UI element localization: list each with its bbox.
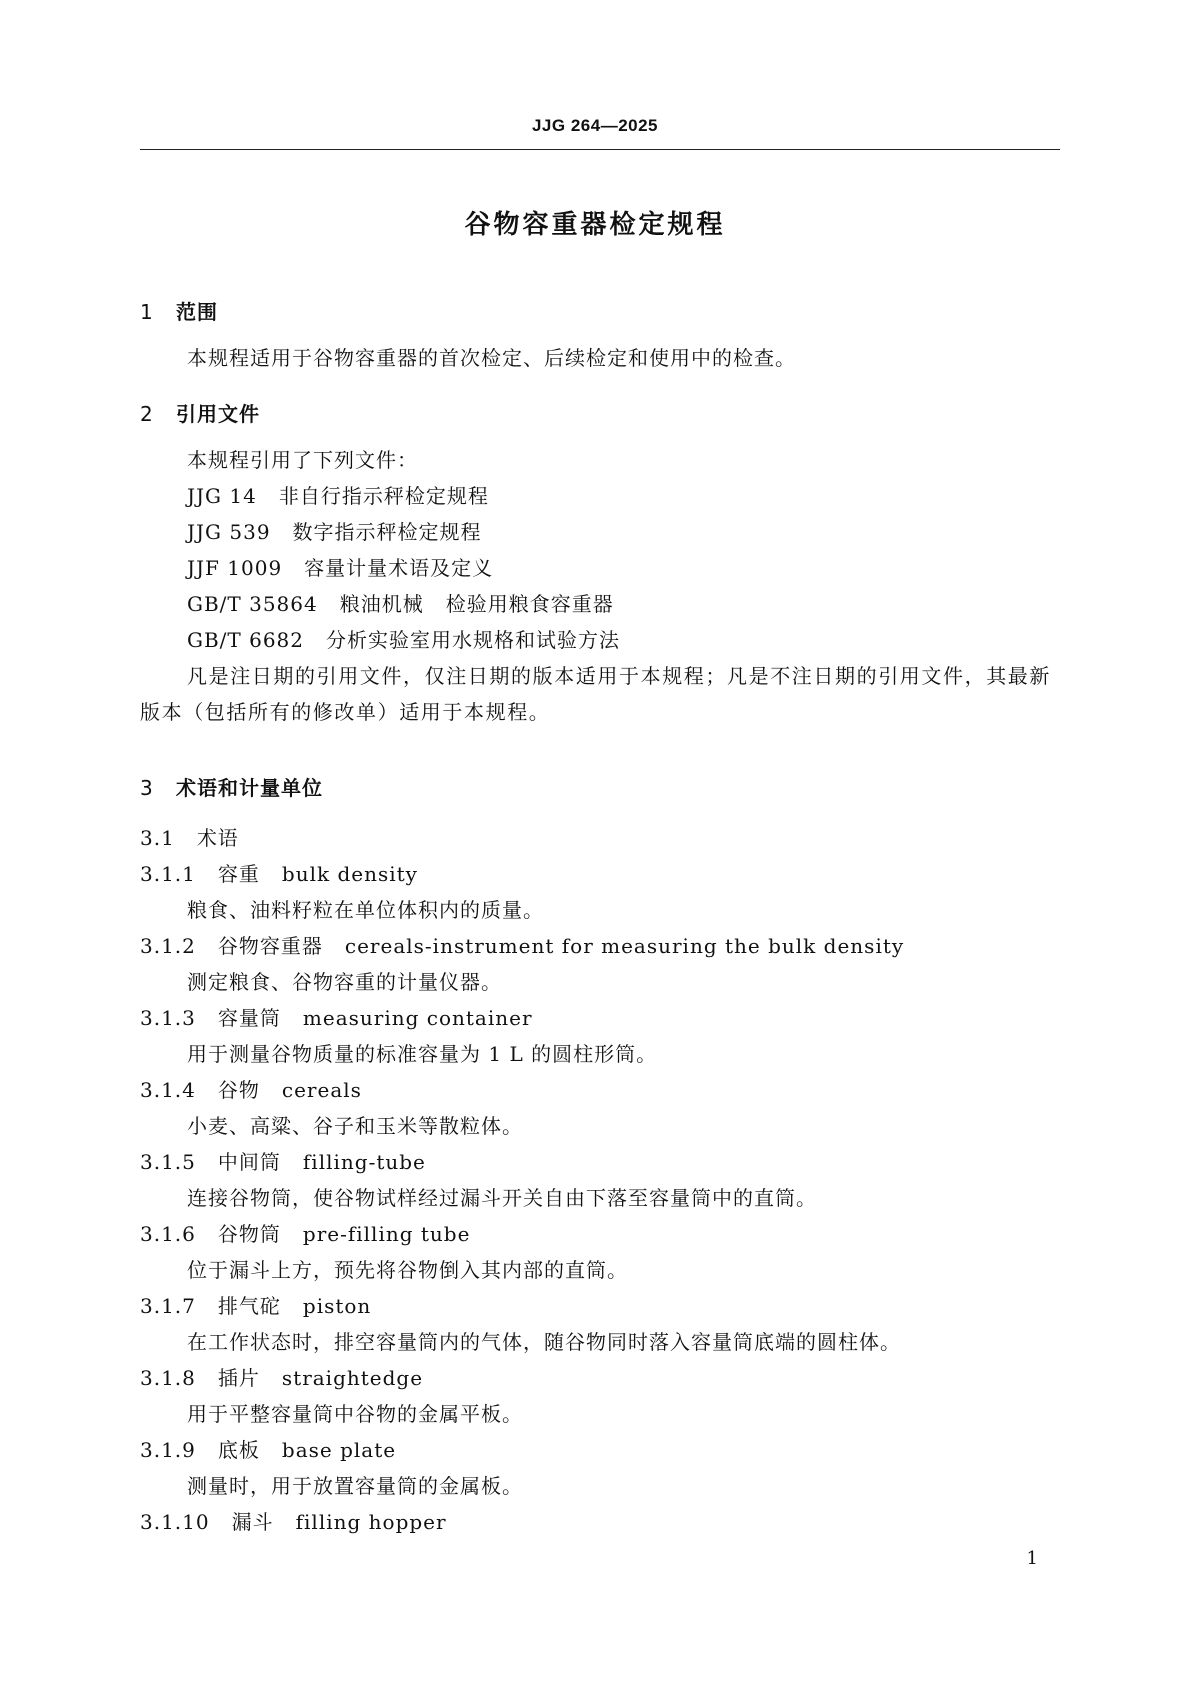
term-zh: 中间筒 [217, 1150, 281, 1174]
section-title: 范围 [176, 300, 218, 324]
section-heading-2 [140, 398, 260, 427]
reference-note: 凡是注日期的引用文件，仅注日期的版本适用于本规程；凡是不注日期的引用文件，其最新版本（包括所有的修改单）适用于本规程。 [140, 664, 1051, 724]
term-number: 3.1.1 [140, 862, 196, 886]
term-definition: 连接谷物筒，使谷物试样经过漏斗开关自由下落至容量筒中的直筒。 [187, 1186, 817, 1210]
term-number: 3.1.10 [140, 1510, 210, 1534]
term-number: 3.1.2 [140, 934, 196, 958]
reference-item [187, 514, 482, 550]
term-zh: 排气砣 [217, 1294, 281, 1318]
term-zh: 谷物筒 [217, 1222, 281, 1246]
term-number: 3.1.7 [140, 1294, 196, 1318]
term-zh: 容重 [217, 862, 260, 886]
term-zh: 漏斗 [231, 1510, 274, 1534]
term-heading [140, 1288, 371, 1324]
section-number: 3 [140, 776, 154, 800]
term-heading [140, 1432, 396, 1468]
term-definition: 用于测量谷物质量的标准容量为 1 L 的圆柱形筒。 [187, 1042, 658, 1066]
header-divider [140, 149, 1060, 150]
term-definition: 小麦、高粱、谷子和玉米等散粒体。 [187, 1114, 523, 1138]
term-en: filling-tube [302, 1150, 426, 1174]
reference-item [187, 622, 620, 658]
term-en: measuring container [302, 1006, 533, 1030]
reference-title: 分析实验室用水规格和试验方法 [326, 628, 621, 652]
reference-title: 数字指示秤检定规程 [292, 520, 482, 544]
document-title: 谷物容重器检定规程 [464, 210, 726, 240]
reference-title: 容量计量术语及定义 [304, 556, 494, 580]
subsection-title: 术语 [196, 826, 239, 850]
term-en: base plate [281, 1438, 397, 1462]
section-title: 引用文件 [176, 402, 260, 426]
reference-item [187, 478, 489, 514]
term-en: cereals [281, 1078, 362, 1102]
term-zh: 容量筒 [217, 1006, 281, 1030]
term-zh: 谷物 [217, 1078, 260, 1102]
term-heading [140, 1072, 362, 1108]
section-number: 2 [140, 402, 154, 426]
subsection-heading [140, 820, 239, 856]
term-heading [140, 1216, 470, 1252]
term-en: straightedge [281, 1366, 424, 1390]
term-heading [140, 928, 904, 964]
page-number: 1 [1026, 1548, 1038, 1569]
term-heading [140, 1000, 533, 1036]
subsection-number: 3.1 [140, 826, 175, 850]
term-en: cereals-instrument for measuring the bulk density [344, 934, 905, 958]
term-definition: 在工作状态时，排空容量筒内的气体，随谷物同时落入容量筒底端的圆柱体。 [187, 1330, 901, 1354]
term-en: pre-filling tube [302, 1222, 471, 1246]
section-title: 术语和计量单位 [176, 776, 323, 800]
section-heading-1 [140, 296, 218, 325]
section-number: 1 [140, 300, 154, 324]
term-number: 3.1.8 [140, 1366, 196, 1390]
reference-code: JJG 539 [187, 520, 271, 544]
term-heading [140, 1504, 447, 1540]
term-en: piston [302, 1294, 372, 1318]
term-heading [140, 1144, 426, 1180]
term-heading [140, 856, 418, 892]
term-en: bulk density [281, 862, 418, 886]
reference-title: 粮油机械 [339, 592, 424, 616]
term-definition: 测量时，用于放置容量筒的金属板。 [187, 1474, 523, 1498]
term-number: 3.1.3 [140, 1006, 196, 1030]
references-intro: 本规程引用了下列文件： [187, 448, 418, 472]
reference-code: JJF 1009 [187, 556, 283, 580]
term-zh: 底板 [217, 1438, 260, 1462]
term-number: 3.1.6 [140, 1222, 196, 1246]
reference-title-part2: 检验用粮食容重器 [445, 592, 614, 616]
term-zh: 插片 [217, 1366, 260, 1390]
reference-code: GB/T 6682 [187, 628, 305, 652]
reference-title: 非自行指示秤检定规程 [278, 484, 489, 508]
reference-item [187, 550, 493, 586]
scope-paragraph: 本规程适用于谷物容重器的首次检定、后续检定和使用中的检查。 [187, 346, 796, 370]
term-definition: 粮食、油料籽粒在单位体积内的质量。 [187, 898, 544, 922]
term-number: 3.1.5 [140, 1150, 196, 1174]
term-en: filling hopper [295, 1510, 447, 1534]
term-definition: 位于漏斗上方，预先将谷物倒入其内部的直筒。 [187, 1258, 628, 1282]
term-definition: 用于平整容量筒中谷物的金属平板。 [187, 1402, 523, 1426]
standard-code-header: JJG 264—2025 [531, 116, 659, 135]
reference-code: GB/T 35864 [187, 592, 318, 616]
term-number: 3.1.4 [140, 1078, 196, 1102]
reference-item [187, 586, 614, 622]
section-heading-3 [140, 772, 323, 801]
term-heading [140, 1360, 423, 1396]
term-definition: 测定粮食、谷物容重的计量仪器。 [187, 970, 502, 994]
reference-code: JJG 14 [187, 484, 257, 508]
term-number: 3.1.9 [140, 1438, 196, 1462]
term-zh: 谷物容重器 [217, 934, 323, 958]
